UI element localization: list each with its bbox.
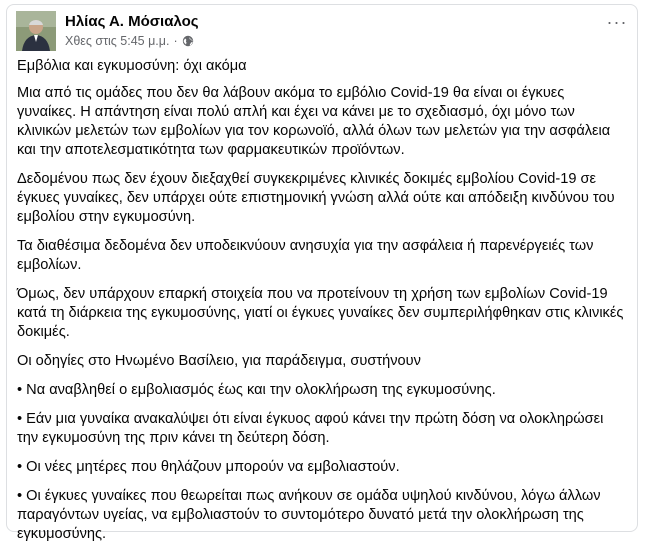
post-paragraph: Μια από τις ομάδες που δεν θα λάβουν ακόμα το εμβόλιο Covid-19 θα είναι οι έγκυες γυναίκες. Η απάντηση είναι πολύ απλή και έχει να κάνει με το σχεδιασμό, όχι μόνο των κλινικών μελετών των εμβολίων για τον κορωνοϊό, αλλά όλων των μελετών για την ασφάλεια και την αποτελεσματικότητα των φαρμακευτικών προϊόντων. <box>17 85 611 158</box>
author-name[interactable]: Ηλίας Α. Μόσιαλος <box>65 13 199 30</box>
post-header <box>7 5 637 57</box>
post-paragraph: Όμως, δεν υπάρχουν επαρκή στοιχεία που να προτείνουν τη χρήση των εμβολίων Covid-19 κατά τη διάρκεια της εγκυμοσύνης, γιατί οι έγκυες γυναίκες δεν συμπεριλήφθηκαν στις κλινικές δοκιμές. <box>17 286 624 340</box>
facebook-post <box>6 4 638 542</box>
post-timestamp[interactable]: Χθες στις 5:45 μ.μ. <box>65 34 170 48</box>
post-paragraph: Δεδομένου πως δεν έχουν διεξαχθεί συγκεκριμένες κλινικές δοκιμές εμβολίου Covid-19 σε έγκυες γυναίκες, δεν υπάρχει ούτε επιστημονική γνώση αλλά ούτε και απόδειξη κινδύνου του εμβολίου στην εγκυμοσύνη. <box>17 171 615 225</box>
more-options-icon[interactable]: ··· <box>606 12 628 32</box>
post-meta <box>65 34 194 48</box>
bullet-item: • Οι έγκυες γυναίκες που θεωρείται πως ανήκουν σε ομάδα υψηλού κινδύνου, λόγω άλλων παραγόντων υγείας, να εμβολιαστούν το συντομότερο δυνατό μετά την ολοκλήρωση της εγκυμοσύνης. <box>17 488 601 542</box>
globe-icon[interactable] <box>182 35 194 47</box>
bullet-item: • Να αναβληθεί ο εμβολιασμός έως και την ολοκλήρωση της εγκυμοσύνης. <box>17 382 496 398</box>
bullet-item: • Εάν μια γυναίκα ανακαλύψει ότι είναι έγκυος αφού κάνει την πρώτη δόση να ολοκληρώσει την εγκυμοσύνη της πριν κάνει τη δεύτερη δόση. <box>17 411 604 446</box>
meta-separator: · <box>173 34 178 48</box>
avatar-photo <box>16 11 56 51</box>
bullet-item: • Οι νέες μητέρες που θηλάζουν μπορούν να εμβολιαστούν. <box>17 459 400 475</box>
post-body <box>7 57 637 544</box>
author-avatar[interactable] <box>16 11 56 51</box>
post-title: Εμβόλια και εγκυμοσύνη: όχι ακόμα <box>17 58 247 74</box>
post-paragraph: Οι οδηγίες στο Ηνωμένο Βασίλειο, για παράδειγμα, συστήνουν <box>17 353 421 369</box>
post-paragraph: Τα διαθέσιμα δεδομένα δεν υποδεικνύουν ανησυχία για την ασφάλεια ή παρενέργειές των εμβολίων. <box>17 238 594 273</box>
